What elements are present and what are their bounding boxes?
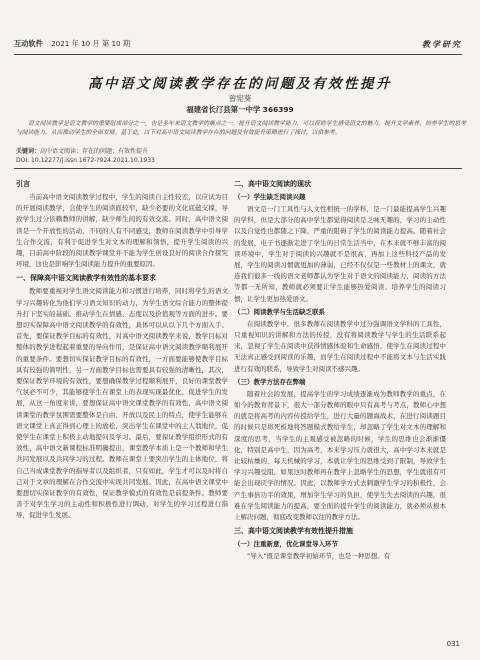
abstract-rule xyxy=(14,168,462,169)
issue-info: 2021 年 10 月 第 10 期 xyxy=(51,39,131,48)
intro-paragraph: 当前高中语文阅读教学过程中，学生的阅读自主性较差，以应试为目的开展阅读教学，会使学生的阅读面较窄，缺少必要的文化底蕴支撑，导致学生过分依赖教师的讲解，缺少师生间的有效交流。同时，高中语文阅读是一个开放性的活动，不同的人有不同感受，教师在阅读教学中引导学生合作交流，有利于促进学生对文本的理解和领悟，提升学生阅读的兴趣，目前高中阶段的阅读教学课堂并不能为学生创设良好的阅读合作探究环境，这也是影响学生阅读能力提升的重要原因。 xyxy=(16,193,228,269)
section-name: 教学研究 xyxy=(422,38,462,49)
keywords-line xyxy=(16,147,466,156)
page-number: 031 xyxy=(446,640,460,648)
abstract: 语文阅读教学是语文教学的重要组成部分之一，也是多年来语文教学的难点之一。提升语文阅读教学能力，可以帮助学生感受语文的魅力，提升文学素养，培养学生的思考与阅读能力，从而推动学生的全面发展。基于此，以下对高中语文阅读教学存在的问题及有效提升策略进行了探讨，以供参考。 xyxy=(16,121,466,136)
sub1-paragraph: 语文是一门工具性与人文性相统一的学科，是一门最能提高学生兴趣的学科，但是大部分的高中学生都觉得阅读是乏味无趣的，学习的主动性以及自觉性也都随之下降，严重的阻碍了学生的阅读能力提高。随着社会的发展，电子书逐渐走进了学生的日常生活当中，在本来就不够丰富的阅读环境中，学生对于阅读的兴趣就不是很高，再加上这些科技产品的发展，学生的阅读习惯就更加的薄弱，已经不仅仅是一些教材上的课文，就连我们很多一线的语文老师都认为学生对于语文的阅读能力，阅读的方法等都一无所知，教师就必须要让学生能够热爱阅读、培养学生的阅读习惯，让学生更加热爱语文。 xyxy=(234,205,446,303)
header-rule xyxy=(14,54,462,55)
running-header xyxy=(14,36,462,52)
section1-heading: 一、保障高中语文阅读教学有效性的基本要求 xyxy=(16,274,156,283)
author-name: 曾宪葵 xyxy=(228,94,252,103)
sub3-paragraph: 随着社会的发展，提高学生的学习成绩逐渐成为教师教学的重点，在如今的教育背景下，很大一部分教师的眼中只有高考与考点，教师心中想的就是将高考的内容传授给学生，进行大量的题海战术，在进行阅读题目的时候只是将死板地将答题模式教给学生，却忽略了学生对文本的理解和深度的思考，当学生的主观感受被忽略的时候，学生的思维也会渐渐僵化，特别是高中生，因为高考，本来学习压力就很大，高中学习本来就是比较枯燥的，每天机械的学习，本就让学生的思维受到了限制，导致学生学习兴趣受阻，如果这时教师再在教学上忽略学生的思想，学生就很有可能会出现厌学的情况。因此，以教师学方式去刺激学生学习的积极性，会产生事倍功半的效果，增加学生学习的负担，使学生失去阅读的兴趣，很难在学生阅读能力的提高，要全面的提升学生的阅读能力，就必须从根本上解决问题，彻底改变教师以往的教学方法。 xyxy=(234,389,446,522)
section1-paragraph: 教师要重视对学生语文阅读能力和习惯进行培养，同时将学生的语文学习兴趣转化为他们学习语文知识的动力，为学生语文综合能力的整体提升打下坚实的基础。推动学生在情感、态度以及价值观等方面的进步。要想切实保障高中语文阅读教学的有效性，具体可以从以下几个方面入手。首先，要保证教学目标的有效性，对高中语文阅读教学来说，教学目标对整体的教学进程起着重要的导向作用，是保证高中语文阅读教学顺利展开的重要条件。要想切实保证教学目标的有效性，一方面要能够使教学目标具有较强的简明性，另一方面教学目标也需要具有较强的清晰性，其次，要保证教学环境的有效性，要想确保教学过程顺利展开，良好的课堂教学气氛必不可少，其能够使学生在课堂上的表现实现最优化，促进学生的发展，从这一角度来讲，要想保证高中语文课堂教学的有效性，高中语文阅读课堂的教学氛围需要整体是自由、开放以及民主的特点，使学生能够在语文课堂上真正得到心理上的放松，突出学生在课堂中的主人翁地位，促使学生在课堂上积极主动地提问及学习。最后，要保证教学组织形式的有效性，高中语文新课程标准明确提出，课堂教学本质上是一个教师和学生共同发展以及共同学习的过程。教师在课堂上要突出学生的主体地位，将自己当成课堂教学的指导者以及组织者，只有如此，学生才可以及时将自己对于文章的理解在合作交流中实现共同发展。因此，在高中语文课堂中要想切实保证教学的有效性，保证教学模式的有效性是前提条件。教师要善于对学生学习的主动性和积极性进行调动，对学生的学习过程进行指导，促进学生发展。 xyxy=(16,287,228,520)
keywords-label: 关键词： xyxy=(16,148,41,155)
journal-name: 互动软件 xyxy=(14,39,43,48)
left-column xyxy=(16,176,228,522)
sub1-heading: （一）学生缺乏阅读兴趣 xyxy=(234,193,306,201)
intro-heading: 引言 xyxy=(16,180,30,188)
section3-heading: 三、高中语文阅读教学有效性提升措施 xyxy=(234,527,353,536)
sub2-paragraph: 在阅读教学中，很多教师在阅读教学中过分强调语文学科的工具性，只重视知识的讲解和方法的传授，没有将阅读教学与学生的生活联系起来，忽视了学生在阅读中获得情感体验和生命感悟，使学生在阅读过程中无法真正感受到阅读的乐趣，而学生在阅读过程中不能将文本与生活实践进行有效的联系，导致学生对阅读不感兴趣。 xyxy=(234,319,446,373)
section2-heading: 二、高中语文阅读的现状 xyxy=(234,180,311,188)
author-affiliation: 福建省长汀县第一中学 366399 xyxy=(186,105,294,114)
sub3-heading: （三）教学方法存在弊端 xyxy=(234,377,306,386)
keywords: 高中语文阅读；存在的问题；有效性提升 xyxy=(40,148,149,155)
right-column xyxy=(234,176,446,562)
sub4-heading: （一）注重新意，优化课堂导入环节 xyxy=(234,540,338,549)
sub4-paragraph: “导入”既是课堂教学初始环节，也是一种思想。有 xyxy=(247,552,391,561)
doi-line: DOI: 10.12277/j.issn.1672-?924.2021.10.1933 xyxy=(16,157,155,164)
article-title: 高中语文阅读教学存在的问题及有效性提升 xyxy=(88,76,392,92)
sub2-heading: （二）阅读教学与生活缺乏联系 xyxy=(234,307,325,316)
header-left xyxy=(14,39,130,49)
